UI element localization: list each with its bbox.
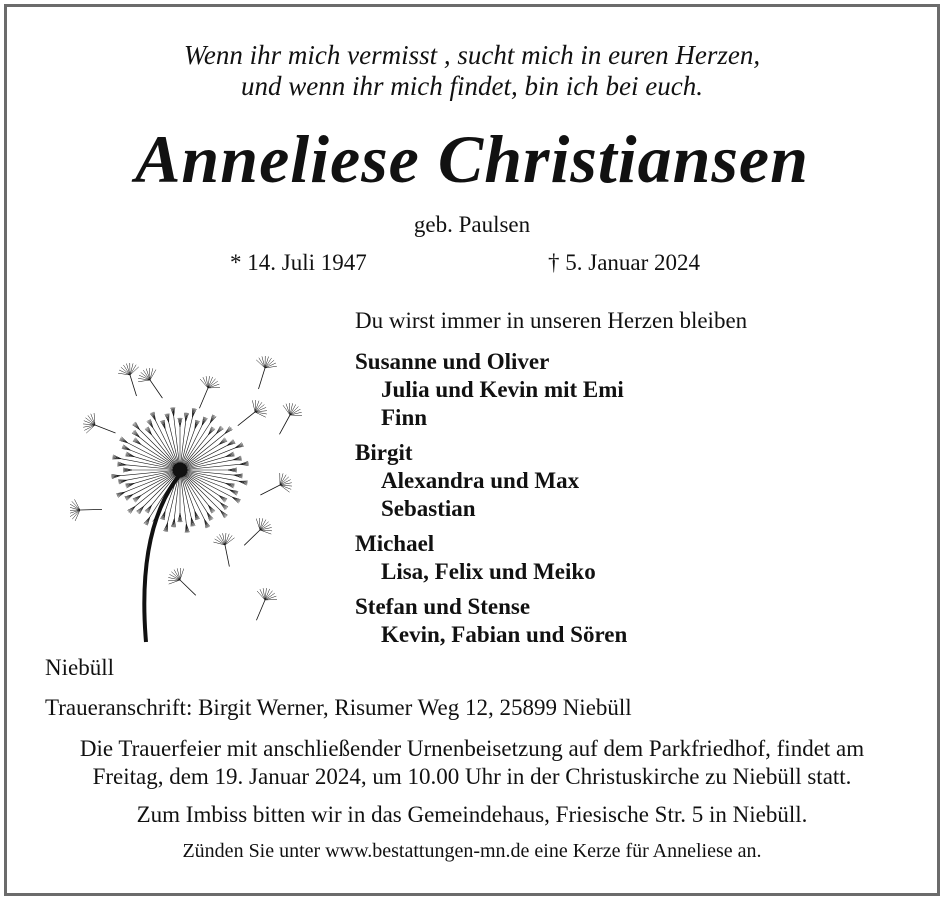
mourning-address: Traueranschrift: Birgit Werner, Risumer Weg 12, 25899 Niebüll: [45, 695, 632, 720]
candle-note: Zünden Sie unter www.bestattungen-mn.de eine Kerze für Anneliese an.: [182, 840, 762, 862]
family-group: [355, 348, 747, 432]
family-main: Birgit: [355, 440, 413, 465]
family-list: [355, 308, 747, 656]
family-group: [355, 593, 747, 649]
poem-line-1: Wenn ihr mich vermisst , sucht mich in euren Herzen,: [183, 40, 761, 70]
family-main: Michael: [355, 531, 435, 556]
family-group: [355, 530, 747, 586]
ceremony-line-1: Die Trauerfeier mit anschließender Urnenbeisetzung auf dem Parkfriedhof, findet am: [79, 736, 865, 761]
reception-info: Zum Imbiss bitten wir in das Gemeindehaus, Friesische Str. 5 in Niebüll.: [136, 802, 808, 827]
dandelion-icon: [70, 350, 330, 650]
poem-line-2: und wenn ihr mich findet, bin ich bei euch.: [241, 71, 703, 101]
deceased-name: Anneliese Christiansen: [135, 121, 809, 197]
ceremony-info: [0, 735, 944, 791]
birth-date: * 14. Juli 1947: [230, 250, 367, 275]
birth-name: geb. Paulsen: [413, 212, 531, 237]
family-sub: Alexandra und Max: [381, 468, 580, 493]
family-sub: Sebastian: [381, 496, 476, 521]
family-sub: Finn: [381, 405, 428, 430]
family-sub: Kevin, Fabian und Sören: [381, 622, 628, 647]
family-sub: Julia und Kevin mit Emi: [381, 377, 624, 402]
ceremony-line-2: Freitag, dem 19. Januar 2024, um 10.00 Uhr in der Christuskirche zu Niebüll statt.: [92, 764, 852, 789]
family-intro: Du wirst immer in unseren Herzen bleiben: [355, 308, 748, 333]
family-main: Susanne und Oliver: [355, 349, 550, 374]
poem: [0, 40, 944, 102]
family-sub: Lisa, Felix und Meiko: [381, 559, 596, 584]
place: Niebüll: [45, 655, 114, 680]
family-group: [355, 439, 747, 523]
death-date: † 5. Januar 2024: [548, 250, 701, 275]
family-main: Stefan und Stense: [355, 594, 531, 619]
